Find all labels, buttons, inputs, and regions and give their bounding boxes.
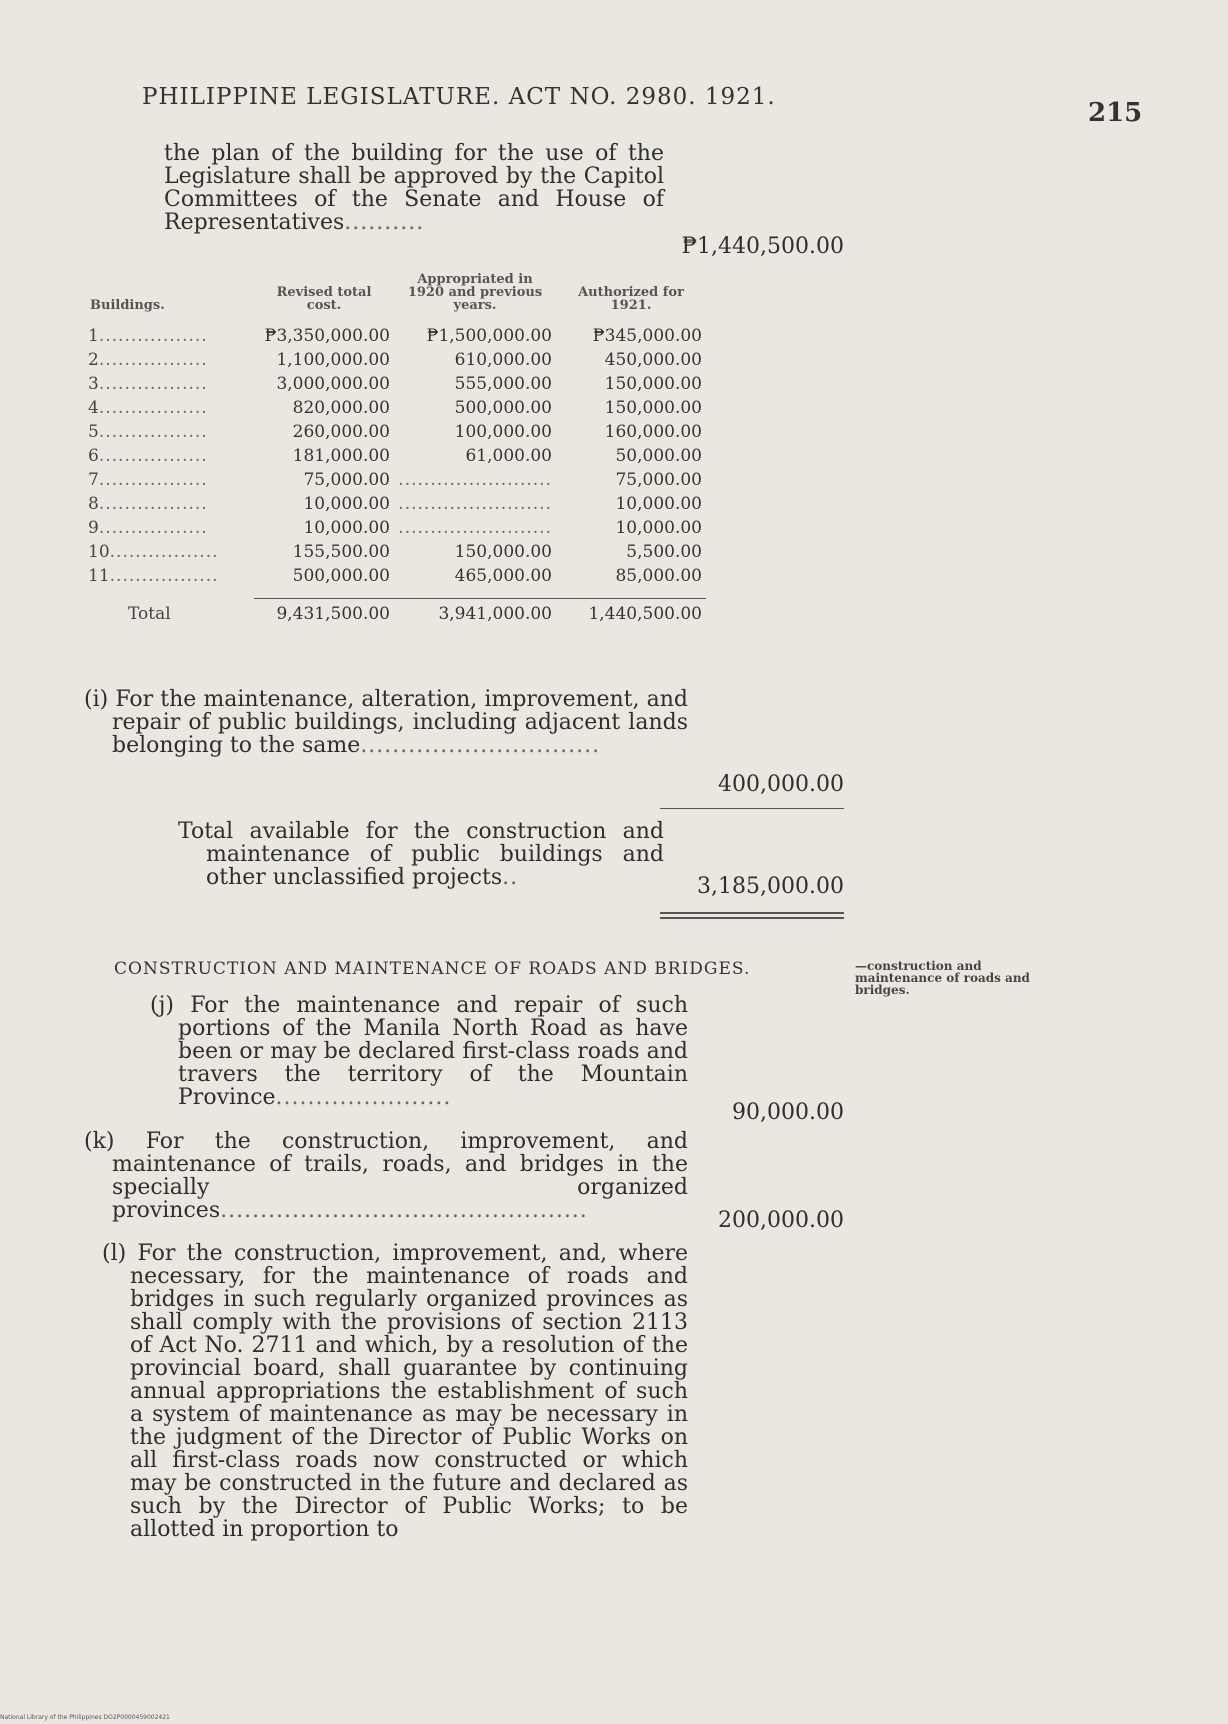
- building-number-cell-value: 8: [88, 494, 99, 514]
- authorized-cell: [556, 492, 706, 516]
- appropriated-cell: [394, 372, 556, 396]
- revised-cost-cell: [254, 540, 394, 564]
- authorized-cell-value: 50,000.00: [615, 446, 702, 466]
- table-row: [84, 348, 706, 372]
- revised-cost-cell: [254, 564, 394, 588]
- appropriated-cell: [394, 468, 556, 492]
- table-row: [84, 516, 706, 540]
- authorized-cell: [556, 372, 706, 396]
- leader-dots: ........................: [398, 470, 552, 490]
- item-k-text: For the construction, improvement, and maintenance of trails, roads, and bridges in the specially organized provinces: [112, 1129, 688, 1223]
- appropriated-cell: [394, 324, 556, 348]
- building-number-cell: [84, 324, 254, 348]
- authorized-cell: [556, 540, 706, 564]
- authorized-cell: [556, 324, 706, 348]
- revised-cost-cell-value: 820,000.00: [292, 398, 390, 418]
- leader-dots: ..........: [344, 210, 425, 235]
- table-row: [84, 372, 706, 396]
- revised-cost-cell-value: 155,500.00: [292, 542, 390, 562]
- rule-cell: [254, 588, 394, 599]
- appropriated-cell: [394, 396, 556, 420]
- appropriated-cell: [394, 564, 556, 588]
- item-j-text: For the maintenance and repair of such portions of the Manila North Road as have been or may be declared first-class roads and travers the territory of the Mountain Province: [178, 993, 688, 1110]
- authorized-cell-value: 150,000.00: [604, 374, 702, 394]
- leader-dots: .................: [98, 518, 208, 538]
- authorized-cell-value: 85,000.00: [615, 566, 702, 586]
- building-number-cell: [84, 348, 254, 372]
- building-number-cell-value: 10: [88, 542, 110, 562]
- footer-credit: National Library of the Philippines DO2P0000459002421: [0, 1714, 170, 1721]
- item-k-amount: 200,000.00: [718, 1208, 844, 1233]
- appropriated-cell: [394, 444, 556, 468]
- total-row: [84, 599, 706, 630]
- item-l-paragraph: [102, 1242, 688, 1541]
- building-number-cell: [84, 468, 254, 492]
- building-number-cell-value: 3: [88, 374, 99, 394]
- building-number-cell-value: 5: [88, 422, 99, 442]
- appropriated-cell-value: 610,000.00: [454, 350, 552, 370]
- intro-text: the plan of the building for the use of the Legislature shall be approved by the Capitol Committees of the Senate and House of Representatives: [164, 141, 664, 235]
- leader-dots: .................: [98, 326, 208, 346]
- building-number-cell-value: 1: [88, 326, 99, 346]
- double-rule-bottom: [660, 917, 844, 919]
- leader-dots: ........................: [398, 494, 552, 514]
- total-available-paragraph: [178, 820, 664, 889]
- col-header-authorized: Authorized for 1921.: [578, 285, 684, 313]
- revised-cost-cell: [254, 444, 394, 468]
- revised-cost-cell-value: 3,000,000.00: [276, 374, 390, 394]
- section-heading: CONSTRUCTION AND MAINTENANCE OF ROADS AND BRIDGES.: [114, 959, 751, 979]
- authorized-cell-value: 150,000.00: [604, 398, 702, 418]
- table-body: [84, 324, 706, 629]
- item-k-label: (k): [84, 1129, 115, 1154]
- authorized-cell: [556, 468, 706, 492]
- building-number-cell: [84, 372, 254, 396]
- building-number-cell: [84, 564, 254, 588]
- appropriated-cell: [394, 348, 556, 372]
- leader-dots: .................: [98, 422, 208, 442]
- double-rule-top: [660, 912, 844, 914]
- leader-dots: ......................: [275, 1085, 452, 1110]
- building-number-cell: [84, 420, 254, 444]
- total-appropriated: 3,941,000.00: [438, 604, 552, 624]
- table-row: [84, 396, 706, 420]
- item-l-text: For the construction, improvement, and, where necessary, for the maintenance of roads and bridges in such regularly organized provinces as shall comply with the provisions of section 2113 of Act No. 2711 and which, by a resolution of the provincial board, shall guarantee by continuing annual appropriations the establishment of such a system of maintenance as may be necessary in the judgment of the Director of Public Works on all first-class roads now constructed or which may be constructed in the future and declared as such by the Director of Public Works; to be allotted in proportion to: [130, 1241, 689, 1542]
- authorized-cell-value: 10,000.00: [615, 494, 702, 514]
- page-number: 215: [1088, 98, 1143, 128]
- authorized-cell-value: ₱345,000.00: [592, 326, 702, 346]
- authorized-cell: [556, 516, 706, 540]
- building-number-cell: [84, 516, 254, 540]
- leader-dots: .................: [109, 566, 219, 586]
- authorized-cell-value: 75,000.00: [615, 470, 702, 490]
- item-i-label: (i): [84, 687, 109, 712]
- appropriated-cell-value: ₱1,500,000.00: [426, 326, 552, 346]
- building-number-cell-value: 2: [88, 350, 99, 370]
- building-number-cell: [84, 540, 254, 564]
- table-row: [84, 420, 706, 444]
- appropriated-cell-value: 555,000.00: [454, 374, 552, 394]
- total-revised: 9,431,500.00: [276, 604, 390, 624]
- appropriated-cell-value: 500,000.00: [454, 398, 552, 418]
- authorized-cell: [556, 420, 706, 444]
- building-number-cell-value: 7: [88, 470, 99, 490]
- authorized-cell-value: 10,000.00: [615, 518, 702, 538]
- authorized-cell-value: 450,000.00: [604, 350, 702, 370]
- leader-dots: .................: [98, 494, 208, 514]
- total-rule-row: [84, 588, 706, 599]
- appropriated-cell: [394, 540, 556, 564]
- total-label: Total: [128, 603, 171, 624]
- rule-cell: [556, 588, 706, 599]
- authorized-cell-value: 160,000.00: [604, 422, 702, 442]
- revised-cost-cell: [254, 420, 394, 444]
- rule-cell: [84, 588, 254, 599]
- building-number-cell: [84, 396, 254, 420]
- table-row: [84, 564, 706, 588]
- appropriated-cell: [394, 420, 556, 444]
- table-row: [84, 492, 706, 516]
- leader-dots: ..: [502, 865, 519, 890]
- revised-cost-cell: [254, 324, 394, 348]
- building-number-cell: [84, 492, 254, 516]
- leader-dots: .................: [98, 446, 208, 466]
- revised-cost-cell-value: ₱3,350,000.00: [264, 326, 390, 346]
- authorized-cell: [556, 564, 706, 588]
- revised-cost-cell: [254, 516, 394, 540]
- buildings-table: [84, 273, 706, 629]
- running-header: PHILIPPINE LEGISLATURE. ACT NO. 2980. 1921.: [142, 84, 776, 110]
- item-j-label: (j): [150, 993, 174, 1018]
- revised-cost-cell: [254, 372, 394, 396]
- item-i-amount: 400,000.00: [718, 772, 844, 797]
- col-header-buildings: Buildings.: [90, 298, 165, 313]
- leader-dots: .................: [98, 398, 208, 418]
- table-row: [84, 468, 706, 492]
- leader-dots: .................: [98, 374, 208, 394]
- appropriated-cell-value: 465,000.00: [454, 566, 552, 586]
- appropriated-cell: [394, 516, 556, 540]
- revised-cost-cell-value: 1,100,000.00: [276, 350, 390, 370]
- rule-cell: [394, 588, 556, 599]
- authorized-cell: [556, 348, 706, 372]
- col-header-appropriated: Appropriated in 1920 and previous years.: [407, 272, 543, 313]
- appropriated-cell-value: 61,000.00: [465, 446, 552, 466]
- revised-cost-cell-value: 10,000.00: [303, 494, 390, 514]
- table-header-row: [84, 273, 706, 324]
- total-authorized: 1,440,500.00: [588, 604, 702, 624]
- table-row: [84, 444, 706, 468]
- marginal-note: —construction and maintenance of roads and bridges.: [855, 959, 1030, 997]
- building-number-cell-value: 11: [88, 566, 110, 586]
- item-i-text: For the maintenance, alteration, improvement, and repair of public buildings, including adjacent lands belonging to the same: [112, 687, 688, 758]
- revised-cost-cell-value: 181,000.00: [292, 446, 390, 466]
- total-available-text: Total available for the construction and maintenance of public buildings and other unclassified projects: [178, 819, 664, 890]
- building-number-cell-value: 9: [88, 518, 99, 538]
- leader-dots: ........................: [398, 518, 552, 538]
- authorized-cell: [556, 396, 706, 420]
- item-i-paragraph: [84, 688, 688, 757]
- revised-cost-cell: [254, 396, 394, 420]
- revised-cost-cell: [254, 492, 394, 516]
- appropriated-cell: [394, 492, 556, 516]
- table-row: [84, 540, 706, 564]
- revised-cost-cell-value: 500,000.00: [292, 566, 390, 586]
- authorized-cell: [556, 444, 706, 468]
- total-available-amount: 3,185,000.00: [697, 874, 844, 899]
- building-number-cell-value: 6: [88, 446, 99, 466]
- item-j-amount: 90,000.00: [732, 1100, 844, 1125]
- intro-paragraph: [164, 142, 664, 234]
- item-j-paragraph: [150, 994, 688, 1109]
- leader-dots: .................: [109, 542, 219, 562]
- intro-amount: ₱1,440,500.00: [681, 234, 844, 259]
- building-number-cell-value: 4: [88, 398, 99, 418]
- revised-cost-cell: [254, 348, 394, 372]
- revised-cost-cell: [254, 468, 394, 492]
- leader-dots: .................: [98, 350, 208, 370]
- leader-dots: ..............................................: [220, 1198, 588, 1223]
- revised-cost-cell-value: 260,000.00: [292, 422, 390, 442]
- table-row: [84, 324, 706, 348]
- appropriated-cell-value: 100,000.00: [454, 422, 552, 442]
- col-header-revised: Revised total cost.: [276, 285, 372, 313]
- revised-cost-cell-value: 75,000.00: [303, 470, 390, 490]
- item-k-paragraph: [84, 1130, 688, 1222]
- leader-dots: .................: [98, 470, 208, 490]
- appropriated-cell-value: 150,000.00: [454, 542, 552, 562]
- item-l-label: (l): [102, 1241, 127, 1266]
- subtotal-rule: [660, 808, 844, 809]
- leader-dots: ..............................: [360, 733, 601, 758]
- building-number-cell: [84, 444, 254, 468]
- authorized-cell-value: 5,500.00: [626, 542, 702, 562]
- revised-cost-cell-value: 10,000.00: [303, 518, 390, 538]
